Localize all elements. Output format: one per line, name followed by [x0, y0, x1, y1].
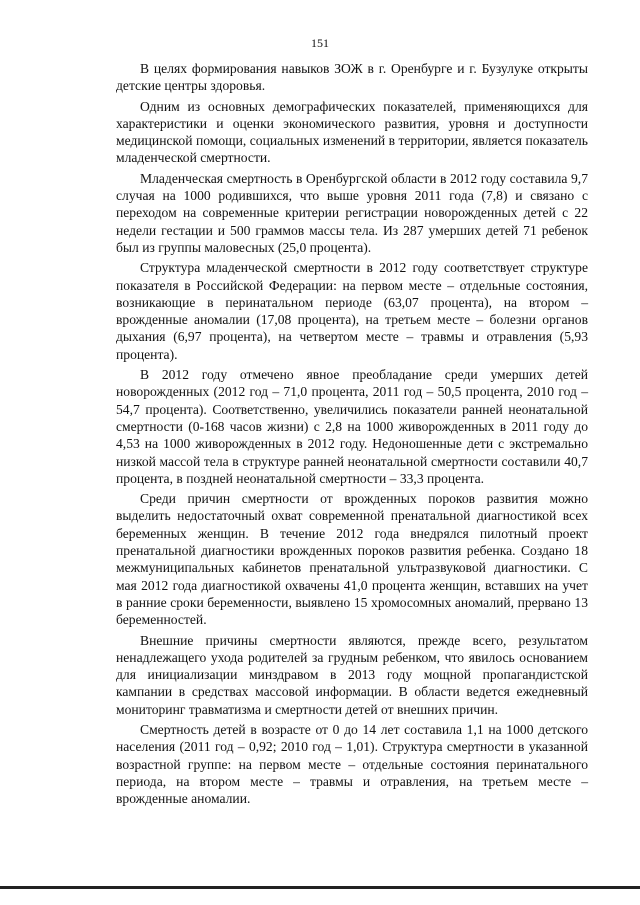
paragraph: В 2012 году отмечено явное преобладание среди умерших детей новорожденных (2012 год – 71,0 процента, 2011 год – 50,5 процента, 2010 год – 54,7 процента). Соответственно, увеличились показатели ранней неонатальной смертности (0-168 часов жизни) с 2,8 на 1000 живорожденных в 2011 году до 4,53 на 1000 живорожденных в 2012 году. Недоношенные дети с экстремально низкой массой тела в структуре ранней неонатальной смертности составили 40,7 процента, в поздней неонатальной смертности – 33,3 процента. — [116, 367, 588, 486]
paragraph: Младенческая смертность в Оренбургской области в 2012 году составила 9,7 случая на 1000 родившихся, что выше уровня 2011 года (7,8) и связано с переходом на современные критерии регистрации новорожденных детей с 22 недели гестации и 500 граммов массы тела. Из 287 умерших детей 71 ребенок был из группы маловесных (25,0 процента). — [116, 170, 588, 255]
paragraph: Внешние причины смертности являются, прежде всего, результатом ненадлежащего ухода родителей за грудным ребенком, что явилось основанием для инициализации минздравом в 2013 году мощной пропагандистской кампании в средствах массовой информации. В области ведется ежедневный мониторинг травматизма и смертности детей от внешних причин. — [116, 632, 588, 717]
paragraph: Смертность детей в возрасте от 0 до 14 лет составила 1,1 на 1000 детского населения (2011 год – 0,92; 2010 год – 1,01). Структура смертности в указанной возрастной группе: на первом месте – отдельные состояния перинатального периода, на втором месте – травмы и отравления, на третьем месте – врожденные аномалии. — [116, 721, 588, 807]
paragraph: Структура младенческой смертности в 2012 году соответствует структуре показателя в Российской Федерации: на первом месте – отдельные состояния, возникающие в перинатальном периоде (63,07 процента), на втором – врожденные аномалии (17,08 процента), на третьем месте – болезни органов дыхания (6,97 процента), на четвертом месте – травмы и отравления (5,93 процента). — [116, 260, 588, 362]
page-bottom-rule — [0, 886, 640, 889]
paragraph: Среди причин смертности от врожденных пороков развития можно выделить недостаточный охват современной пренатальной диагностикой всех беременных женщин. В течение 2012 года внедрялся пилотный проект пренатальной диагностики врожденных пороков развития ребенка. Создано 18 межмуниципальных кабинетов пренатальной ультразвуковой диагностики. С мая 2012 года диагностикой охвачены 41,0 процента женщин, вставших на учет в ранние сроки беременности, выявлено 15 хромосомных аномалий, прервано 13 беременностей. — [116, 491, 588, 628]
page-number: 151 — [311, 36, 329, 50]
paragraph: В целях формирования навыков ЗОЖ в г. Оренбурге и г. Бузулуке открыты детские центры здоровья. — [116, 61, 588, 94]
document-body — [116, 60, 588, 810]
paragraph: Одним из основных демографических показателей, применяющихся для характеристики и оценки экономического развития, уровня и доступности медицинской помощи, социальных изменений в территории, является показатель младенческой смертности. — [116, 98, 588, 166]
